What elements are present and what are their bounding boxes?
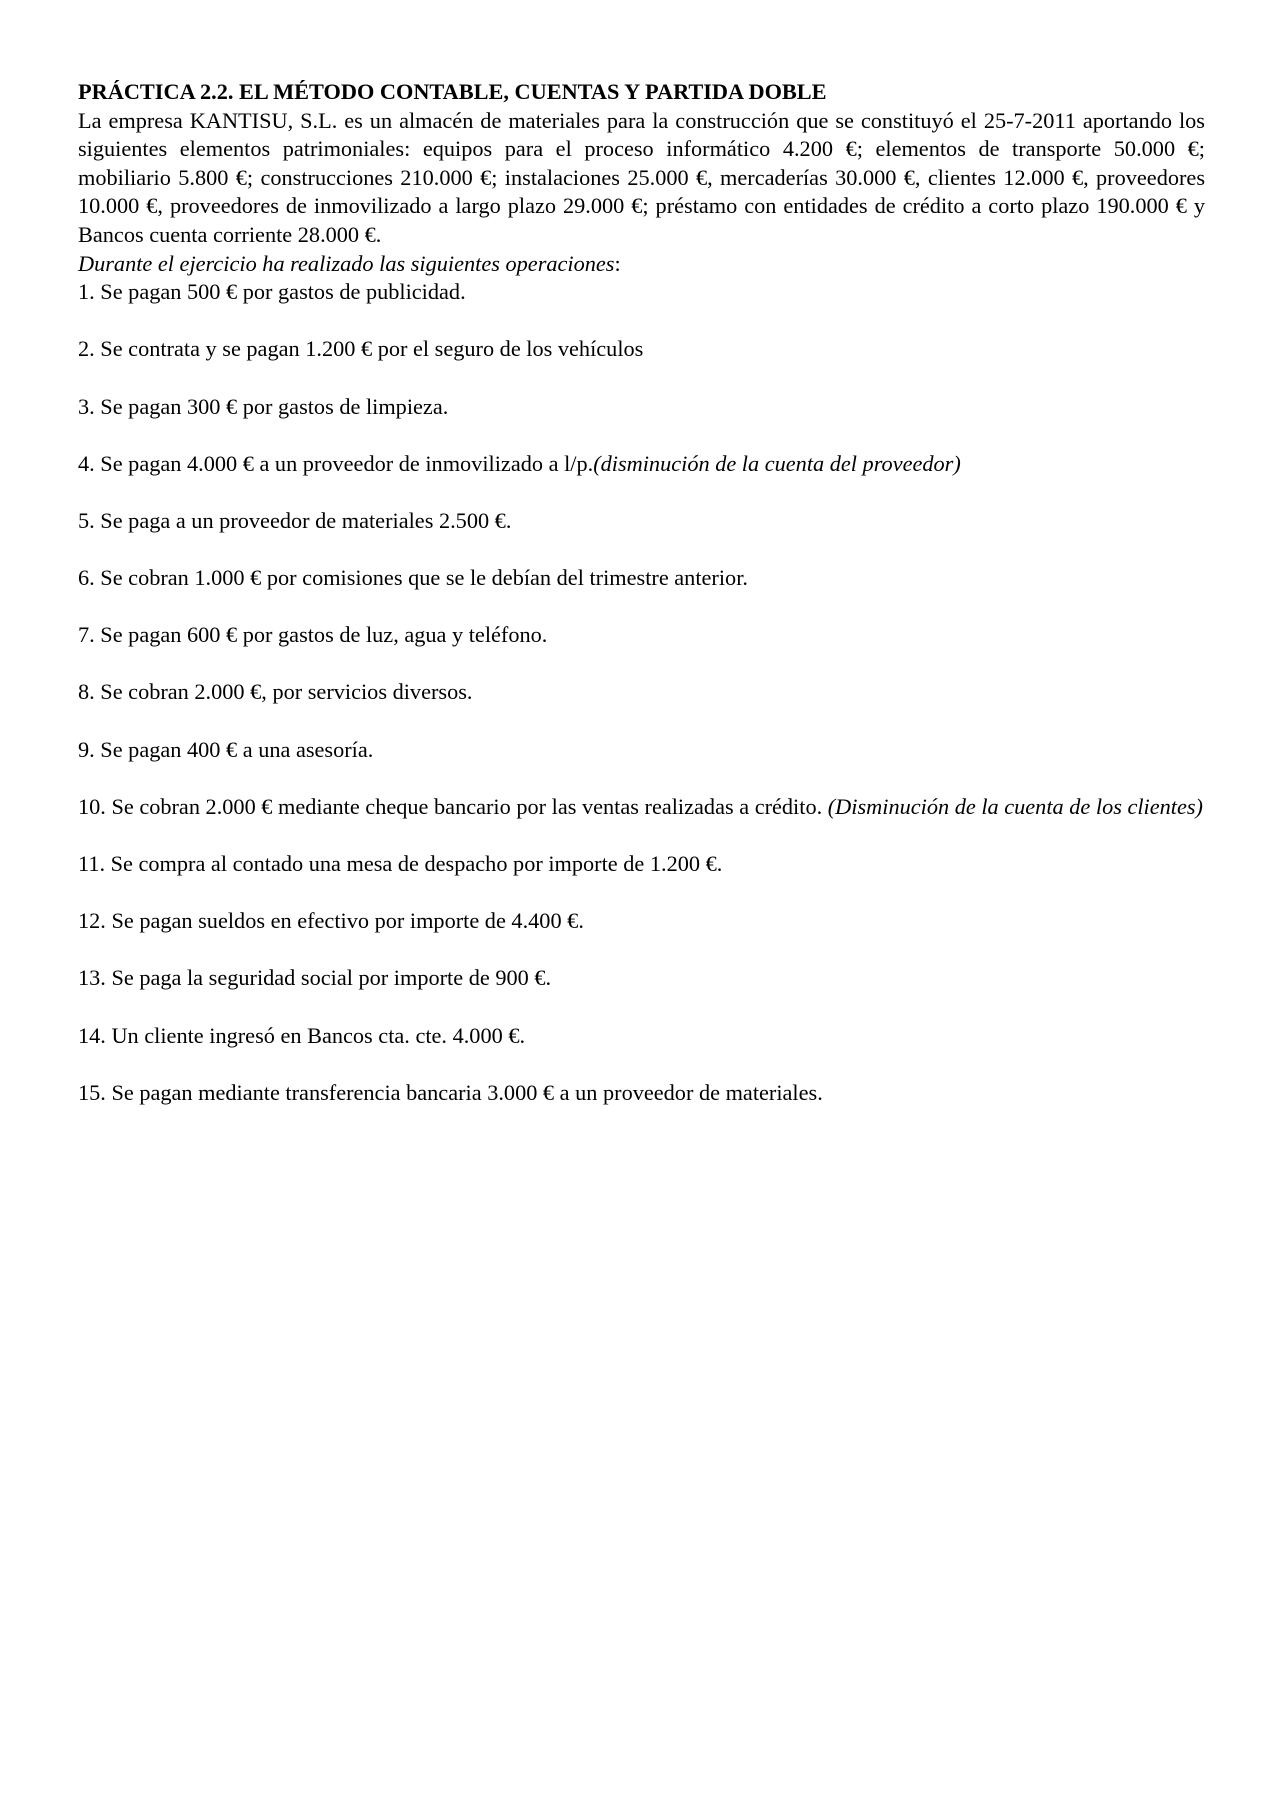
operation-text: 2. Se contrata y se pagan 1.200 € por el seguro de los vehículos — [78, 336, 644, 362]
intro-paragraph: La empresa KANTISU, S.L. es un almacén de materiales para la construcción que se constituyó el 25-7-2011 aportando los siguientes elementos patrimoniales: equipos para el proceso informático 4.200 €; elementos de transporte 50.000 €; mobiliario 5.800 €; construcciones 210.000 €; instalaciones 25.000 €, mercaderías 30.000 €, clientes 12.000 €, proveedores 10.000 €, proveedores de inmovilizado a largo plazo 29.000 €; préstamo con entidades de crédito a corto plazo 190.000 € y Bancos cuenta corriente 28.000 €. — [78, 107, 1205, 247]
operation-item-7 — [78, 621, 1205, 650]
operation-item-6 — [78, 564, 1205, 593]
document-page — [78, 78, 1205, 1136]
operation-item-2 — [78, 335, 1205, 364]
operation-note: (disminución de la cuenta del proveedor) — [593, 450, 961, 476]
operations-heading-text: Durante el ejercicio ha realizado las siguientes operaciones — [78, 250, 615, 276]
operation-text: 14. Un cliente ingresó en Bancos cta. cte. 4.000 €. — [78, 1022, 526, 1048]
operation-item-10 — [78, 793, 1205, 822]
operation-item-3 — [78, 393, 1205, 422]
operations-heading-suffix: : — [614, 250, 621, 276]
operation-item-15 — [78, 1079, 1205, 1108]
operation-text: 8. Se cobran 2.000 €, por servicios diversos. — [78, 679, 473, 705]
operation-text: 15. Se pagan mediante transferencia bancaria 3.000 € a un proveedor de materiales. — [78, 1079, 823, 1105]
operations-heading — [78, 250, 1205, 279]
operation-text: 9. Se pagan 400 € a una asesoría. — [78, 736, 374, 762]
operation-item-8 — [78, 678, 1205, 707]
operation-item-5 — [78, 507, 1205, 536]
operation-text: 5. Se paga a un proveedor de materiales 2.500 €. — [78, 507, 512, 533]
operation-item-9 — [78, 736, 1205, 765]
operation-text: 12. Se pagan sueldos en efectivo por importe de 4.400 €. — [78, 908, 584, 934]
operation-text: 1. Se pagan 500 € por gastos de publicidad. — [78, 279, 466, 305]
operation-note: (Disminución de la cuenta de los clientes) — [827, 793, 1203, 819]
operation-item-12 — [78, 907, 1205, 936]
operation-text: 13. Se paga la seguridad social por importe de 900 €. — [78, 965, 552, 991]
document-title: PRÁCTICA 2.2. EL MÉTODO CONTABLE, CUENTAS Y PARTIDA DOBLE — [78, 79, 827, 104]
operation-item-11 — [78, 850, 1205, 879]
operation-text: 4. Se pagan 4.000 € a un proveedor de inmovilizado a l/p. — [78, 450, 594, 476]
operations-list — [78, 278, 1205, 1107]
operation-text: 7. Se pagan 600 € por gastos de luz, agua y teléfono. — [78, 622, 548, 648]
operation-text: 3. Se pagan 300 € por gastos de limpieza. — [78, 393, 449, 419]
operation-text: 11. Se compra al contado una mesa de despacho por importe de 1.200 €. — [78, 851, 723, 877]
operation-item-14 — [78, 1022, 1205, 1051]
operation-text: 6. Se cobran 1.000 € por comisiones que se le debían del trimestre anterior. — [78, 565, 748, 591]
operation-item-4 — [78, 450, 1205, 479]
operation-item-13 — [78, 964, 1205, 993]
operation-item-1 — [78, 278, 1205, 307]
operation-text: 10. Se cobran 2.000 € mediante cheque bancario por las ventas realizadas a crédito. — [78, 793, 828, 819]
